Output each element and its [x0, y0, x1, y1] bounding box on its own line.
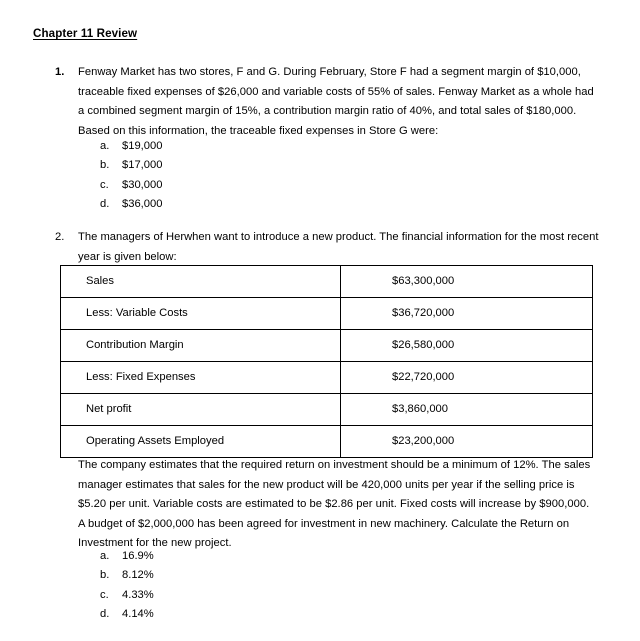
table-cell-value: $26,580,000 [341, 330, 593, 362]
question-1-row [55, 63, 600, 141]
option-item[interactable] [100, 609, 154, 628]
table-row [61, 298, 593, 330]
table-cell-label: Operating Assets Employed [61, 426, 341, 458]
option-text: $30,000 [122, 178, 163, 191]
table-cell-value: $36,720,000 [341, 298, 593, 330]
option-item[interactable] [100, 180, 162, 199]
table-cell-label: Less: Variable Costs [61, 298, 341, 330]
question-1-marker: 1. [55, 66, 65, 78]
question-2-marker: 2. [55, 231, 65, 243]
question-2-text: The managers of Herwhen want to introduce a new product. The financial information for the most recent year is given below: [78, 231, 599, 263]
table-cell-label: Contribution Margin [61, 330, 341, 362]
option-text: $17,000 [122, 159, 163, 172]
question-1-options [100, 141, 162, 219]
option-letter: c. [100, 178, 109, 191]
table-cell-value: $63,300,000 [341, 266, 593, 298]
option-text: 4.33% [122, 588, 154, 601]
question-2-trailing-text: The company estimates that the required return on investment should be a minimum of 12%. The sales manager estimates that sales for the new product will be 420,000 units per year if the selling price is $5.20 per unit. Variable costs are estimated to be $2.86 per unit. Fixed costs will increase by $900,000. A budget of $2,000,000 has been agreed for investment in new machinery. Calculate the Return on Investment for the new project. [78, 459, 591, 550]
option-item[interactable] [100, 141, 162, 160]
question-1-text: Fenway Market has two stores, F and G. During February, Store F had a segment margin of $10,000, traceable fixed expenses of $26,000 and variable costs of 55% of sales. Fenway Market as a whole had a combined segment margin of 15%, a contribution margin ratio of 40%, and total sales of $180,000. Based on this information, the traceable fixed expenses in Store G were: [78, 66, 594, 137]
option-letter: d. [100, 198, 110, 211]
table-cell-value: $23,200,000 [341, 426, 593, 458]
option-text: $19,000 [122, 140, 163, 152]
table-cell-label: Less: Fixed Expenses [61, 362, 341, 394]
option-text: 8.12% [122, 569, 154, 582]
table-row [61, 266, 593, 298]
table-cell-label: Net profit [61, 394, 341, 426]
page-title: Chapter 11 Review [33, 27, 138, 40]
option-letter: d. [100, 608, 110, 621]
table-cell-value: $3,860,000 [341, 394, 593, 426]
financial-table [60, 265, 593, 458]
option-text: 4.14% [122, 608, 154, 621]
table-row [61, 330, 593, 362]
option-letter: c. [100, 588, 109, 601]
option-letter: a. [100, 550, 110, 562]
option-item[interactable] [100, 590, 154, 609]
table-cell-label: Sales [61, 266, 341, 298]
option-item[interactable] [100, 199, 162, 218]
table-row [61, 394, 593, 426]
table-row [61, 362, 593, 394]
question-1 [55, 63, 600, 141]
option-item[interactable] [100, 160, 162, 179]
question-2 [55, 228, 600, 267]
option-letter: a. [100, 140, 110, 152]
question-2-options [100, 551, 154, 629]
option-item[interactable] [100, 570, 154, 589]
table-row [61, 426, 593, 458]
option-item[interactable] [100, 551, 154, 570]
option-text: 16.9% [122, 550, 154, 562]
table-cell-value: $22,720,000 [341, 362, 593, 394]
option-text: $36,000 [122, 198, 163, 211]
option-letter: b. [100, 569, 110, 582]
question-2-row [55, 228, 600, 267]
option-letter: b. [100, 159, 110, 172]
